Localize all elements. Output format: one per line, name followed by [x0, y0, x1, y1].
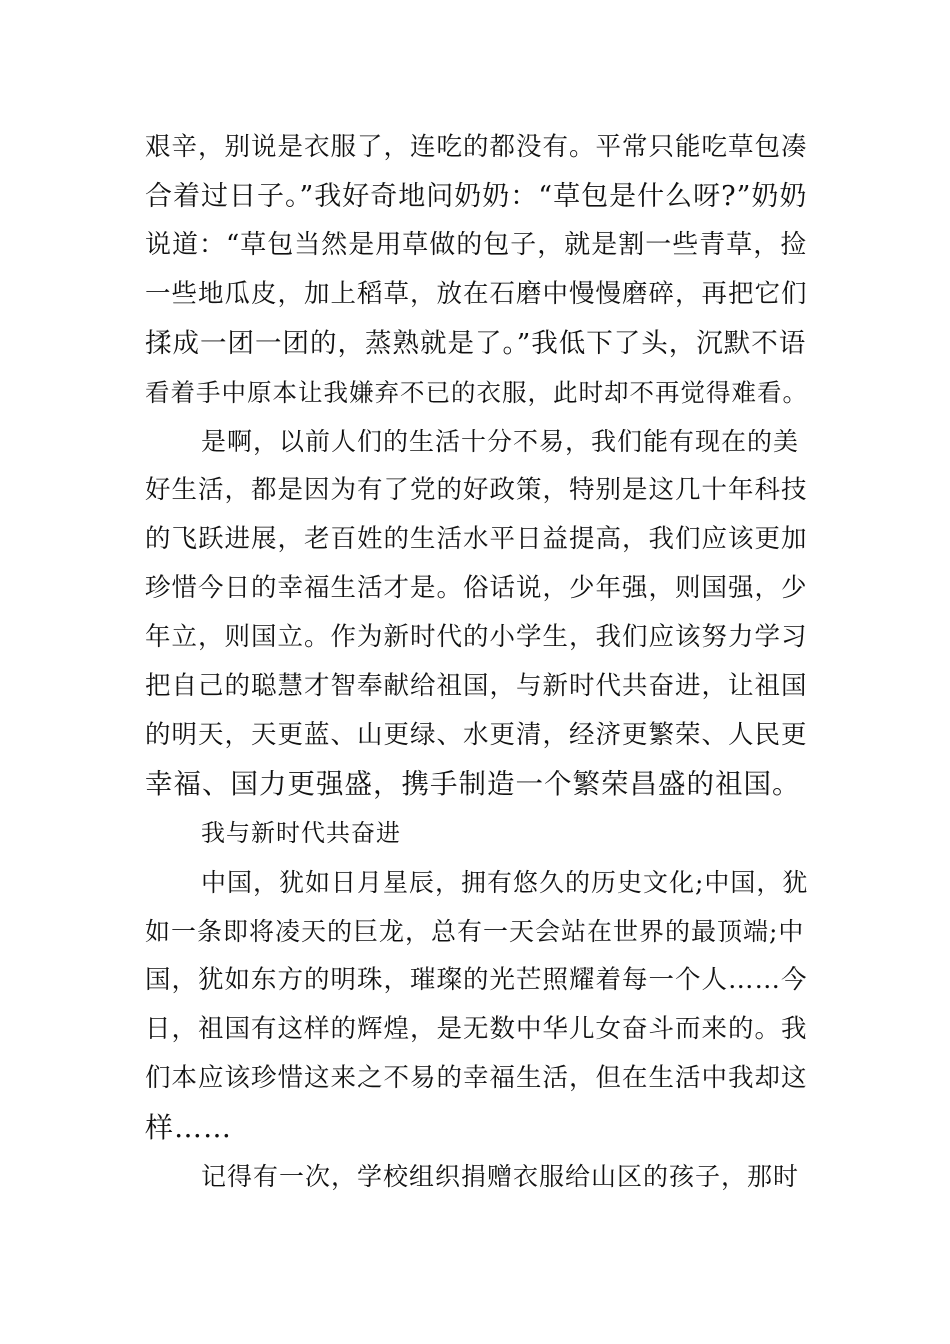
text-line: 如一条即将凌天的巨龙，总有一天会站在世界的最顶端;中 [145, 917, 805, 946]
text-line: 好生活，都是因为有了党的好政策，特别是这几十年科技 [145, 475, 808, 505]
text-line: 看着手中原本让我嫌弃不已的衣服，此时却不再觉得难看。 [145, 378, 808, 407]
text-line: 说道：“草包当然是用草做的包子，就是割一些青草，捡 [145, 230, 808, 260]
text-line: 是啊，以前人们的生活十分不易，我们能有现在的美 [201, 427, 800, 456]
text-line: 珍惜今日的幸福生活才是。俗话说，少年强，则国强，少 [145, 573, 808, 603]
text-line: 年立，则国立。作为新时代的小学生，我们应该努力学习 [145, 622, 808, 652]
text-line: 记得有一次，学校组织捐赠衣服给山区的孩子，那时 [201, 1162, 800, 1191]
text-line: 把自己的聪慧才智奉献给祖国，与新时代共奋进，让祖国 [145, 671, 808, 701]
text-line: 揉成一团一团的，蒸熟就是了。”我低下了头，沉默不语 [145, 328, 807, 359]
text-line: 们本应该珍惜这来之不易的幸福生活，但在生活中我却这 [145, 1063, 808, 1093]
section-title: 我与新时代共奋进 [201, 819, 401, 847]
text-line: 一些地瓜皮，加上稻草，放在石磨中慢慢磨碎，再把它们 [145, 279, 808, 309]
text-line: 日，祖国有这样的辉煌，是无数中华儿女奋斗而来的。我 [145, 1014, 808, 1044]
text-line: 幸福、国力更强盛，携手制造一个繁荣昌盛的祖国。 [145, 768, 801, 800]
text-line: 的明天，天更蓝、山更绿、水更清，经济更繁荣、人民更 [145, 720, 808, 750]
text-line: 国，犹如东方的明珠，璀璨的光芒照耀着每一个人……今 [145, 965, 808, 995]
text-line: 的飞跃进展，老百姓的生活水平日益提高，我们应该更加 [145, 524, 808, 554]
text-line: 艰辛，别说是衣服了，连吃的都没有。平常只能吃草包凑 [145, 132, 808, 162]
text-line: 合着过日子。”我好奇地问奶奶：“草包是什么呀?”奶奶 [145, 181, 808, 212]
text-line: 样…… [145, 1111, 233, 1144]
document-body [145, 123, 810, 1201]
text-line: 中国，犹如日月星辰，拥有悠久的历史文化;中国，犹 [201, 868, 809, 897]
